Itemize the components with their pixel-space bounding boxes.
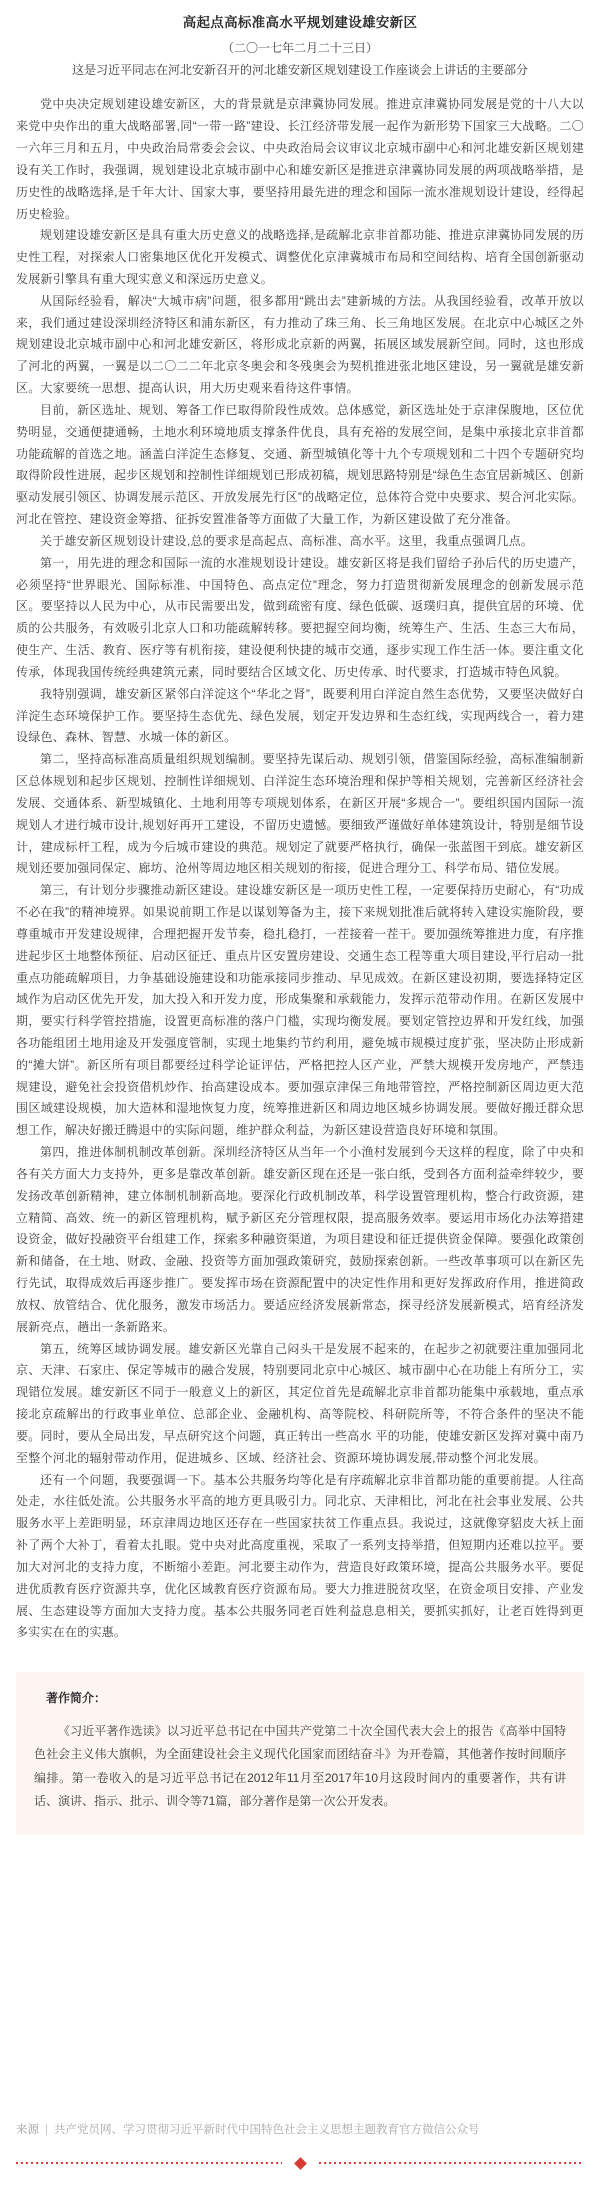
body-paragraph: 第四，推进体制机制改革创新。深圳经济特区从当年一个小渔村发展到今天这样的程度，除了中央和各有关方面大力支持外，更多是靠改革创新。雄安新区现在还是一张白纸，受到各方面利益牵绊较少，要发扬改革创新精神，建立体制机制新高地。要深化行政机制改革，科学设置管理机构，整合行政资源，建立精简、高效、统一的新区管理机构，赋予新区充分管理权限，提高服务效率。要运用市场化办法筹措建设资金，做好投融资平台组建工作，探索多种融资渠道，为项目建设和征迁提供资金保障。要强化政策创新和储备，在土地、财政、金融、投资等方面加强政策研究，鼓励探索创新。一些改革事项可以在新区先行先试，取得成效后再逐步推广。要发挥市场在资源配置中的决定性作用和更好发挥政府作用，推进简政放权、放管结合、优化服务，激发市场活力。要适应经济发展新常态，探寻经济发展新模式，培育经济发展新亮点，趟出一条新路来。 — [16, 1145, 584, 1334]
body-paragraph: 关于雄安新区规划设计建设,总的要求是高起点、高标准、高水平。这里，我重点强调几点。 — [40, 533, 534, 548]
source-attribution — [16, 2116, 584, 2141]
document-header — [0, 0, 600, 80]
dashed-line-left-icon — [16, 2162, 282, 2164]
body-paragraph: 目前，新区选址、规划、筹备工作已取得阶段性成效。总体感觉，新区选址处于京津保腹地，区位优势明显，交通便捷通畅，土地水利环境地质支撑条件优良，具有充裕的发展空间，是集中承接北京非首都功能疏解的首选之地。涵盖白洋淀生态修复、交通、新型城镇化等十九个专项规划和二十四个专题研究均取得阶段性进展，起步区规划和控制性详细规划已形成初稿，规划思路特别是“绿色生态宜居新城区、创新驱动发展引领区、协调发展示范区、开放发展先行区”的战略定位，总体符合党中央要求、契合河北实际。河北在管控、建设资金筹措、征拆安置准备等方面做了大量工作，为新区建设做了充分准备。 — [16, 402, 584, 527]
body-paragraph: 第二，坚持高标准高质量组织规划编制。要坚持先谋后动、规划引领，借鉴国际经验，高标准编制新区总体规划和起步区规划、控制性详细规划、白洋淀生态环境治理和保护等相关规划，完善新区经济社会发展、交通体系、新型城镇化、土地利用等专项规划体系，在新区开展“多规合一”。要组织国内国际一流规划人才进行城市设计,规划好再开工建设，不留历史遗憾。要细致严谨做好单体建筑设计，特别是细节设计，建成标杆工程，成为今后城市建设的典范。规划定了就要严格执行，确保一张蓝图干到底。雄安新区规划还要加强同保定、廊坊、沧州等周边地区相关规划的衔接，促进合理分工、科学布局、错位发展。 — [16, 752, 584, 876]
diamond-icon — [294, 2157, 307, 2170]
book-introduction-box — [16, 1672, 584, 1835]
body-paragraph: 我特别强调，雄安新区紧邻白洋淀这个“华北之肾”，既要利用白洋淀自然生态优势，又要坚决做好白洋淀生态环境保护工作。要坚持生态优先、绿色发展，划定开发边界和生态红线，实现两线合一，着力建设绿色、森林、智慧、水城一体的新区。 — [16, 686, 584, 745]
book-introduction-text: 《习近平著作选读》以习近平总书记在中国共产党第二十次全国代表大会上的报告《高举中国特色社会主义伟大旗帜，为全面建设社会主义现代化国家而团结奋斗》为开卷篇，其他著作按时间顺序编排。第一卷收入的是习近平总书记在2012年11月至2017年10月这段时间内的重要著作，共有讲话、演讲、指示、批示、训令等71篇，部分著作是第一次公开发表。 — [34, 1723, 566, 1808]
body-paragraph: 还有一个问题，我要强调一下。基本公共服务均等化是有序疏解北京非首都功能的重要前提。人往高处走，水往低处流。公共服务水平高的地方更具吸引力。同北京、天津相比，河北在社会事业发展、公共服务水平上差距明显，环京津周边地区还存在一些国家扶贫工作重点县。我说过，这就像穿貂皮大袄上面补了两个大补丁，看着太扎眼。党中央对此高度重视，采取了一系列支持举措，但短期内还难以拉平。要加大对河北的支持力度，不断缩小差距。河北要主动作为，营造良好政策环境，提高公共服务水平。要促进优质教育医疗资源共享，优化区域教育医疗资源布局。要大力推进脱贫攻坚，在资金项目安排、产业发展、生态建设等方面加大支持力度。基本公共服务同老百姓利益息息相关，要抓实抓好，让老百姓得到更多实实在在的实惠。 — [16, 1472, 584, 1640]
layout-spacer — [0, 1835, 600, 2090]
decorative-footer-rule — [16, 2157, 584, 2169]
body-paragraph: 第五，统筹区域协调发展。雄安新区光靠自己闷头干是发展不起来的，在起步之初就要注重加强同北京、天津、石家庄、保定等城市的融合发展，特别要同北京中心城区、城市副中心在功能上有所分工，实现错位发展。雄安新区不同于一般意义上的新区，其定位首先是疏解北京非首都功能集中承载地，重点承接北京疏解出的行政事业单位、总部企业、金融机构、高等院校、科研院所等，不符合条件的坚决不能要。同时，要从全局出发，早点研究这个问题，真正转出一些高水 平的功能，使雄安新区发挥对冀中南乃至整个河北的辐射带动作用，促进城乡、区域、经济社会、资源环境协调发展,带动整个河北发展。 — [16, 1341, 584, 1465]
body-paragraph: 从国际经验看，解决“大城市病”问题，很多都用“跳出去”建新城的方法。从我国经验看，改革开放以来，我们通过建设深圳经济特区和浦东新区，有力推动了珠三角、长三角地区发展。在北京中心城区之外规划建设北京城市副中心和河北雄安新区，将形成北京新的两翼，拓展区域发展新空间。同时，这也形成了河北的两翼，一翼是以二〇二二年北京冬奥会和冬残奥会为契机推进张北地区建设，另一翼就是雄安新区。大家要统一思想、提高认识，用大历史观来看待这件事情。 — [16, 293, 584, 396]
source-separator: | — [45, 2124, 48, 2137]
document-body — [0, 80, 600, 1644]
body-paragraph: 第一，用先进的理念和国际一流的水准规划设计建设。雄安新区将是我们留给子孙后代的历史遗产，必须坚持“世界眼光、国际标准、中国特色、高点定位”理念，努力打造贯彻新发展理念的创新发展示范区。要坚持以人民为中心，从市民需要出发，做到疏密有度、绿色低碳、返璞归真，提供宜居的环境、优质的公共服务，有效吸引北京人口和功能疏解转移。要把握空间均衡，统筹生产、生活、生态三大布局，使生产、生活、教育、医疗等有机衔接，建设便利快捷的城市交通，逐步实现工作生活一体。要注重文化传承，体现我国传统经典建筑元素，同时要结合区域文化、历史传承、时代要求，打造城市特色风貌。 — [16, 555, 584, 679]
book-introduction-heading: 著作简介： — [46, 1691, 107, 1706]
source-label: 来源 — [16, 2124, 39, 2137]
body-paragraph: 规划建设雄安新区是具有重大历史意义的战略选择,是疏解北京非首都功能、推进京津冀协同发展的历史性工程，对探索人口密集地区优化开发模式、调整优化京津冀城市布局和空间结构、培育全国创新驱动发展新引擎具有重大现实意义和深远历史意义。 — [16, 228, 584, 286]
dashed-line-right-icon — [319, 2162, 585, 2164]
source-text: 共产党员网、学习贯彻习近平新时代中国特色社会主义思想主题教育官方微信公众号 — [54, 2124, 480, 2137]
source-line — [16, 2120, 584, 2141]
body-paragraph: 第三，有计划分步骤推动新区建设。建设雄安新区是一项历史性工程，一定要保持历史耐心，有“功成不必在我”的精神境界。如果说前期工作是以谋划筹备为主，接下来规划批准后就将转入建设实施阶段，要尊重城市开发建设规律，合理把握开发节奏，稳扎稳打，一茬接着一茬干。要加强统筹推进力度，有序推进起步区土地整体预征、启动区征迁、重点片区安置房建设、交通生态工程等重大项目建设,平行启动一批重点功能疏解项目，力争基础设施建设和功能承接同步推动、早见成效。在新区建设初期，要选择特定区域作为启动区优先开发，加大投入和开发力度，形成集聚和承载能力，发挥示范带动作用。在新区发展中期，要实行科学管控措施，设置更高标准的落户门槛，实现均衡发展。要划定管控边界和开发红线，加强各功能组团土地用途及开发强度管制，实现土地集约节约利用，避免城市规模过度扩张，坚决防止形成新的“摊大饼”。新区所有项目都要经过科学论证评估，严格把控人区产业，严禁大规模开发房地产，严禁违规建设，避免社会投资借机炒作、抬高建设成本。要加强京津保三角地带管控，严格控制新区周边更大范围区域建设规模，加大造林和湿地恢复力度，统筹推进新区和周边地区城乡协调发展。要做好搬迁群众思想工作，解决好搬迁腾退中的实际问题，维护群众利益，为新区建设营造良好环境和氛围。 — [16, 883, 584, 1138]
body-paragraph: 党中央决定规划建设雄安新区，大的背景就是京津冀协同发展。推进京津冀协同发展是党的十八大以来党中央作出的重大战略部署,同“一带一路”建设、长江经济带发展一起作为新形势下国家三大战略。二〇一六年三月和五月，中央政治局常委会会议、中央政治局会议审议北京城市副中心和河北雄安新区规划建设有关工作时，我强调，规划建设北京城市副中心和雄安新区是推进京津冀协同发展的两项战略举措，是历史性的战略选择,是千年大计、国家大事，要坚持用最先进的理念和国际一流水准规划设计建设，经得起历史检验。 — [16, 97, 584, 221]
document-subtitle: 这是习近平同志在河北安新召开的河北雄安新区规划建设工作座谈会上讲话的主要部分 — [71, 62, 528, 77]
document-date: （二〇一七年二月二十三日） — [221, 40, 378, 55]
page-title: 高起点高标准高水平规划建设雄安新区 — [182, 15, 418, 30]
